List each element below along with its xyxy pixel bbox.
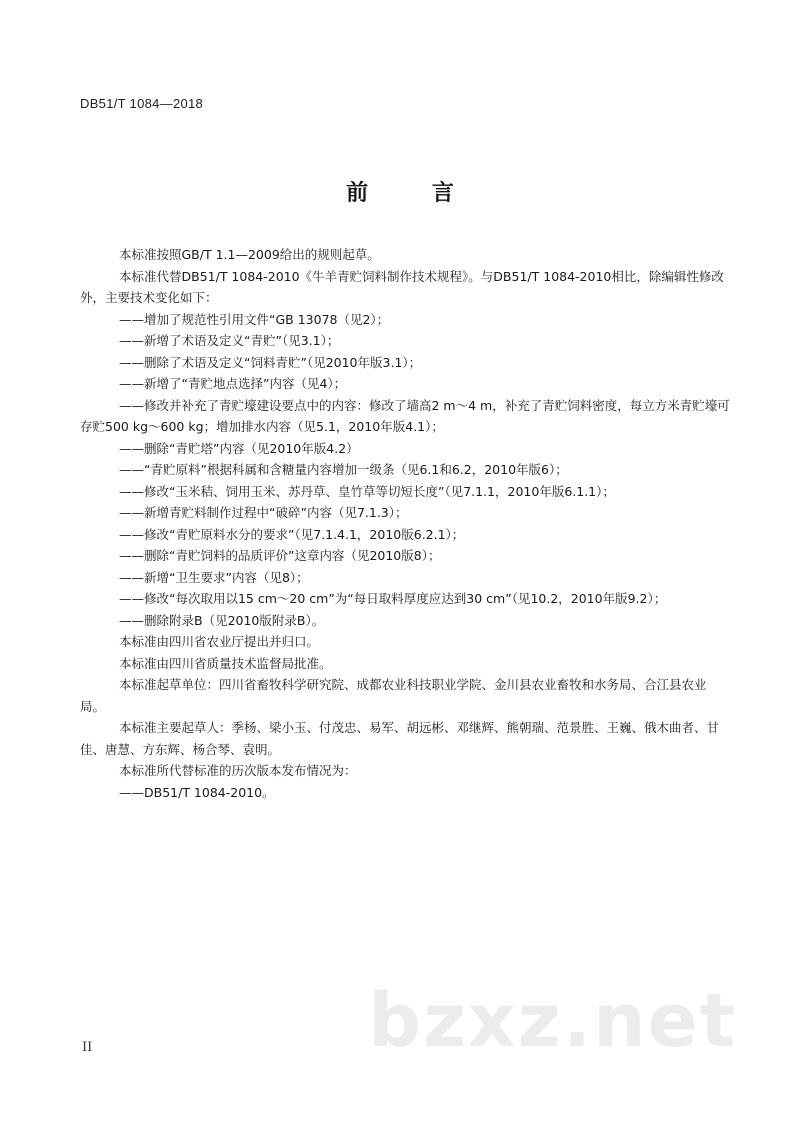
foreword-paragraph: ——修改“每次取用以15 cm～20 cm”为“每日取料厚度应达到30 cm”（见10.2，2010年版9.2）； [119, 591, 667, 606]
page-title: 前 言 [346, 180, 482, 206]
foreword-body [80, 244, 730, 803]
foreword-paragraph: ——修改并补充了青贮壕建设要点中的内容：修改了墙高2 m～4 m，补充了青贮饲料密度，每立方米青贮壕可存贮500 kg～600 kg；增加排水内容（见5.1，2010年版4.1）； [80, 397, 730, 434]
document-code: DB51/T 1084—2018 [80, 96, 204, 111]
foreword-paragraph: 本标准代替DB51/T 1084-2010《牛羊青贮饲料制作技术规程》。与DB51/T 1084-2010相比，除编辑性修改外，主要技术变化如下： [80, 268, 724, 305]
foreword-paragraph: ——DB51/T 1084-2010。 [119, 784, 275, 800]
foreword-paragraph: ——新增了术语及定义“青贮”（见3.1）； [119, 333, 340, 348]
foreword-paragraph: 本标准由四川省质量技术监督局批准。 [119, 655, 332, 671]
foreword-paragraph: ——“青贮原料”根据科属和含糖量内容增加一级条（见6.1和6.2，2010年版6）； [119, 462, 568, 477]
foreword-paragraph: ——新增“卫生要求”内容（见8）； [119, 569, 309, 585]
foreword-paragraph: ——删除“青贮饲料的品质评价”这章内容（见2010版8）； [119, 548, 441, 563]
foreword-paragraph: ——增加了规范性引用文件“GB 13078（见2）； [119, 311, 390, 327]
page-number: II [82, 1040, 93, 1055]
foreword-paragraph: ——新增青贮料制作过程中“破碎”内容（见7.1.3）； [119, 505, 408, 520]
foreword-paragraph: ——修改“青贮原料水分的要求”（见7.1.4.1，2010版6.2.1）； [119, 526, 465, 542]
foreword-paragraph: 本标准按照GB/T 1.1—2009给出的规则起草。 [119, 247, 380, 262]
foreword-paragraph: ——修改“玉米秸、饲用玉米、苏丹草、皇竹草等切短长度”（见7.1.1，2010年版6.1.1）； [119, 483, 615, 499]
foreword-paragraph: ——删除附录B（见2010版附录B）。 [119, 612, 325, 628]
foreword-paragraph: ——新增了“青贮地点选择”内容（见4）； [119, 376, 347, 391]
foreword-paragraph: 本标准所代替标准的历次版本发布情况为： [119, 763, 357, 778]
foreword-paragraph: 本标准起草单位：四川省畜牧科学研究院、成都农业科技职业学院、金川县农业畜牧和水务局、合江县农业局。 [80, 677, 707, 714]
watermark-logo: bzxz.net [368, 978, 738, 1064]
foreword-paragraph: ——删除“青贮塔”内容（见2010年版4.2） [119, 440, 359, 456]
foreword-paragraph: 本标准主要起草人：季杨、梁小玉、付茂忠、易军、胡远彬、邓继辉、熊朝瑞、范景胜、王巍、俄木曲者、甘佳、唐慧、方东辉、杨合琴、袁明。 [80, 720, 720, 757]
foreword-paragraph: ——删除了术语及定义“饲料青贮”（见2010年版3.1）； [119, 354, 422, 370]
foreword-paragraph: 本标准由四川省农业厅提出并归口。 [119, 634, 320, 649]
